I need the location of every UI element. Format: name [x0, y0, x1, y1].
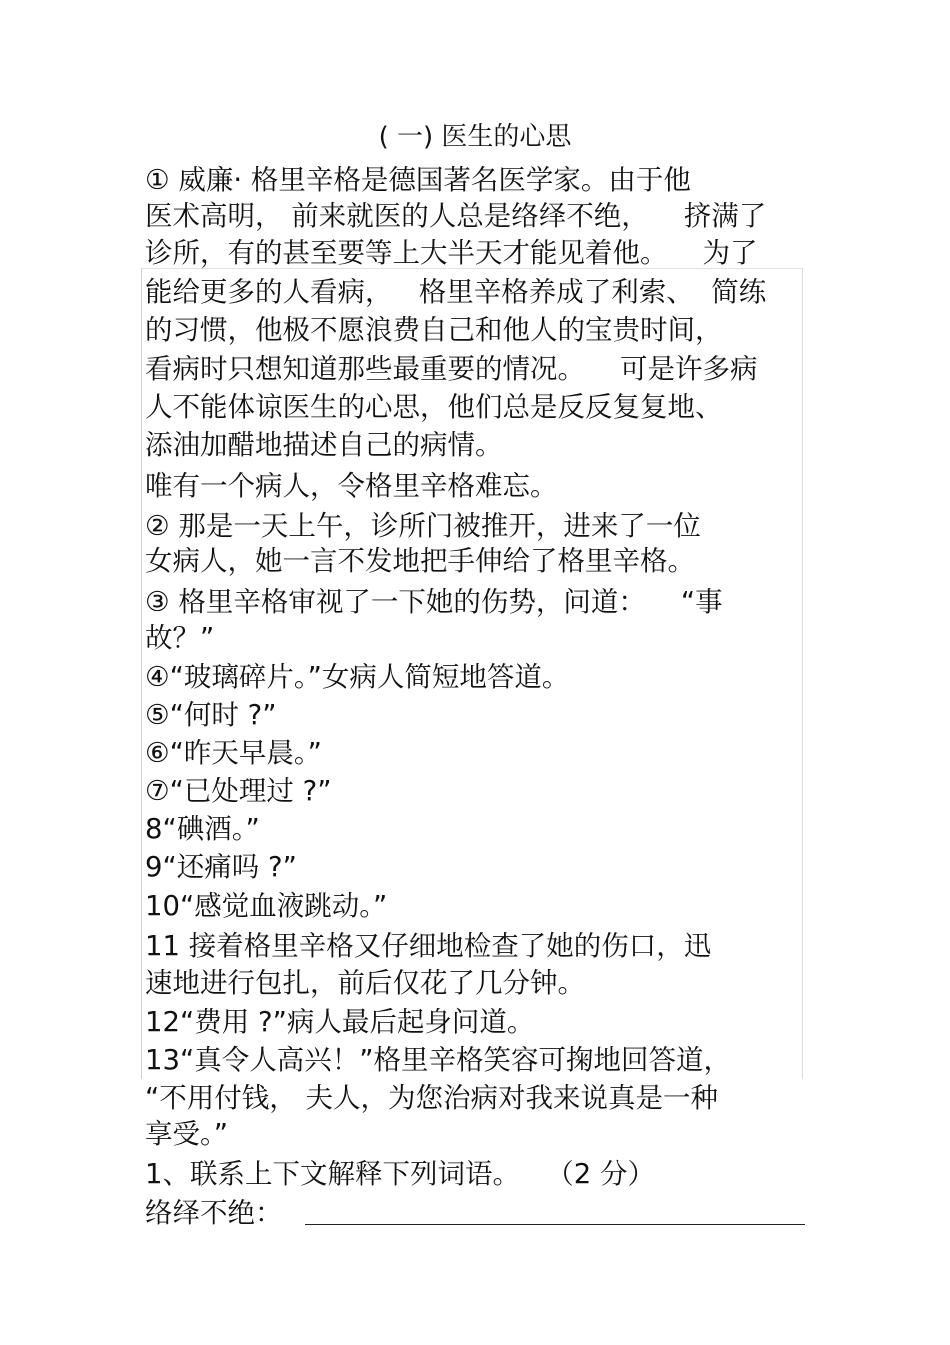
text-line: ⑤“何时 ?”	[145, 699, 277, 731]
answer-blank-line[interactable]	[305, 1224, 805, 1225]
answer-label: 络绎不绝：	[145, 1197, 283, 1229]
text-line: 9“还痛吗 ?”	[145, 851, 297, 883]
text-line: 人不能体谅医生的心思，他们总是反反复复地、	[145, 391, 723, 423]
text-line: 10“感觉血液跳动。”	[145, 890, 388, 922]
text-line: 享受。”	[145, 1118, 228, 1150]
text-line: “不用付钱， 夫人，为您治病对我来说真是一种	[145, 1082, 718, 1114]
text-line: ① 威廉· 格里辛格是德国著名医学家。由于他	[145, 164, 691, 196]
text-line: 12“费用 ?”病人最后起身问道。	[145, 1006, 535, 1038]
text-line: 诊所，有的甚至要等上大半天才能见着他。 为了	[145, 237, 758, 269]
text-line: ④“玻璃碎片。”女病人简短地答道。	[145, 661, 570, 693]
text-line: 11 接着格里辛格又仔细地检查了她的伤口，迅	[145, 930, 712, 962]
text-line: 速地进行包扎，前后仅花了几分钟。	[145, 967, 585, 999]
text-line: ⑥“昨天早晨。”	[145, 737, 322, 769]
text-line: ⑦“已处理过 ?”	[145, 775, 332, 807]
passage-title: ( 一) 医生的心思	[378, 122, 572, 152]
text-line: ② 那是一天上午，诊所门被推开，进来了一位	[145, 510, 701, 542]
text-line: 8“碘酒。”	[145, 813, 260, 845]
text-line: 的习惯，他极不愿浪费自己和他人的宝贵时间，	[145, 314, 723, 346]
text-line: 女病人，她一言不发地把手伸给了格里辛格。	[145, 545, 695, 577]
text-line: 添油加醋地描述自己的病情。	[145, 429, 503, 461]
text-line: 医术高明， 前来就医的人总是络绎不绝， 挤满了	[145, 200, 767, 232]
text-line: 唯有一个病人，令格里辛格难忘。	[145, 470, 558, 502]
text-line: ③ 格里辛格审视了一下她的伤势，问道： “事	[145, 586, 723, 618]
text-line: 能给更多的人看病， 格里辛格养成了利索、 简练	[145, 276, 767, 308]
text-line: 看病时只想知道那些最重要的情况。 可是许多病	[145, 353, 758, 385]
text-line: 13“真令人高兴！”格里辛格笑容可掬地回答道，	[145, 1044, 731, 1076]
text-line: 故？”	[145, 622, 215, 654]
question-text: 1、联系上下文解释下列词语。 （2 分）	[145, 1158, 655, 1190]
